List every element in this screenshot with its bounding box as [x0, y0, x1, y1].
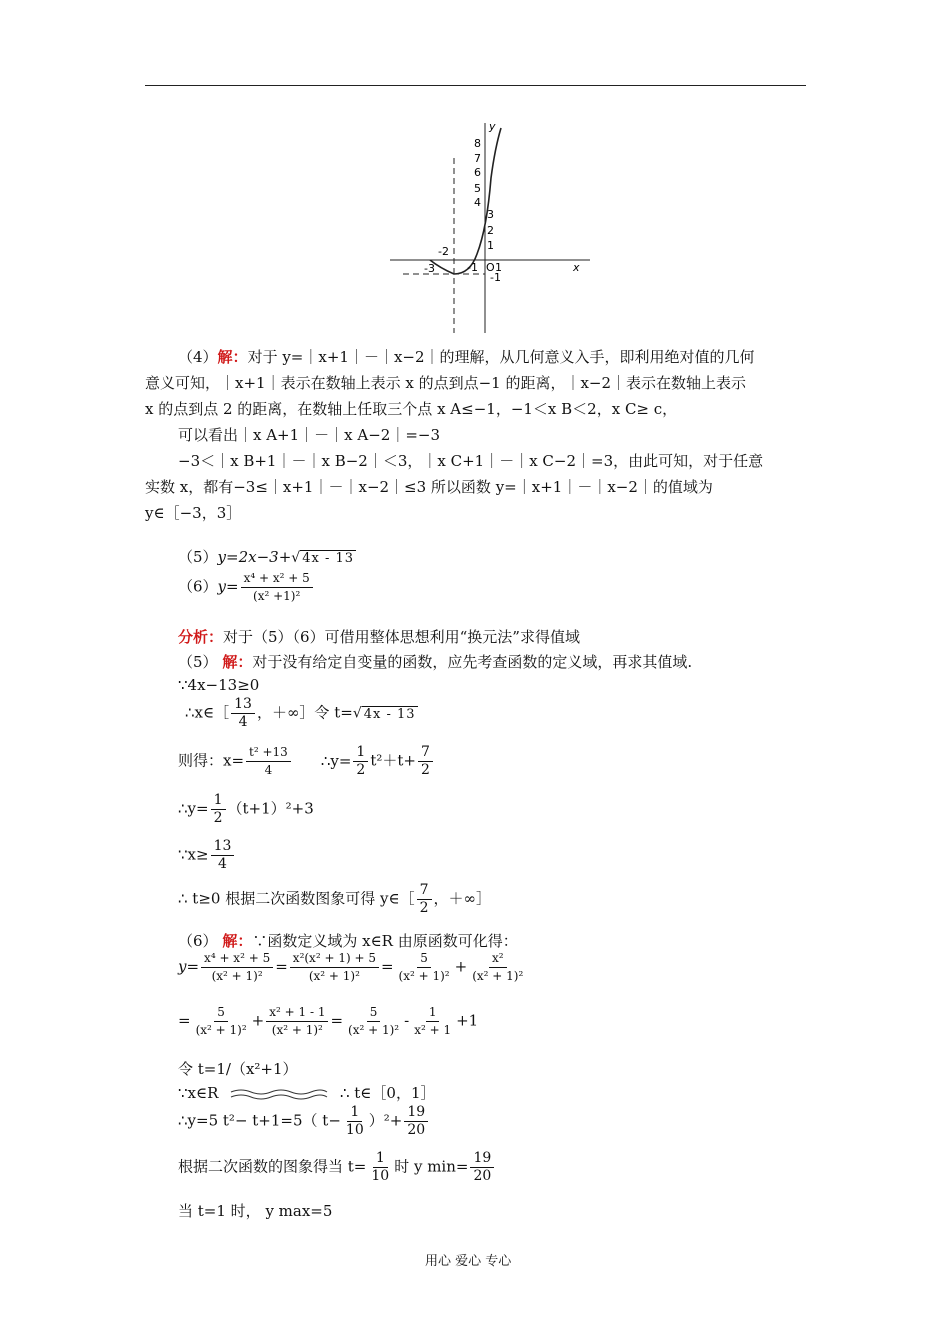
- analysis-title: 分析：: [178, 628, 224, 646]
- t3a: ∴y=5 t²− t+1=5（ t−: [178, 1111, 341, 1130]
- sqrt-sign: √: [291, 550, 301, 566]
- p4-line1: [178, 346, 755, 367]
- sol6-intro-text: ∵函数定义域为 x∈R 由原函数可化得：: [252, 932, 518, 950]
- s3a: 则得：x=: [178, 751, 245, 770]
- sol5-intro: [178, 651, 692, 672]
- r2e: +1: [456, 1011, 479, 1030]
- sol5-s5: [178, 838, 236, 873]
- s5-den: 4: [218, 856, 227, 872]
- p4-line3: x 的点到点 2 的距离，在数轴上任取三个点 x A≤−1，−1＜x B＜2，x C≥ c，: [145, 400, 678, 418]
- p5-label: （5）: [178, 548, 218, 566]
- s3-num3: 7: [418, 744, 433, 762]
- t3-num: 1: [347, 1104, 362, 1122]
- y-axis-label: y: [489, 120, 496, 133]
- y-tick-8: 8: [474, 137, 481, 150]
- t2b: ∴ t∈［0，1］: [339, 1084, 436, 1102]
- sol6-t5: 当 t=1 时， y max=5: [178, 1202, 333, 1220]
- t4-num2: 19: [470, 1150, 494, 1168]
- r2-num4: 1: [426, 1004, 440, 1022]
- x-axis-label: x: [573, 261, 580, 274]
- p6-expr: y=: [217, 577, 239, 596]
- header-rule: [145, 85, 806, 86]
- sol6-solve: 解：: [222, 932, 253, 950]
- t4b: 时 y min=: [394, 1157, 469, 1176]
- r1a: y=: [178, 957, 200, 976]
- p4-solve: 解：: [217, 348, 248, 366]
- s4-num: 1: [211, 792, 226, 810]
- p4-label: （4）: [178, 348, 218, 366]
- sol6-intro: [178, 930, 518, 951]
- s3-den3: 2: [420, 762, 430, 778]
- s6-num: 7: [417, 882, 432, 900]
- sol5-label: （5）: [178, 653, 218, 671]
- s3-num2: 1: [353, 744, 368, 762]
- t4-den: 10: [371, 1168, 390, 1184]
- function-graph: [385, 118, 595, 338]
- y-tick-7: 7: [474, 152, 481, 165]
- s3c: t²＋t+: [370, 751, 416, 770]
- s6-den: 2: [419, 900, 429, 916]
- y-tick-6: 6: [474, 166, 481, 179]
- sol5-solve: 解：: [222, 653, 253, 671]
- sol6-t1: 令 t=1/（x²+1）: [178, 1060, 298, 1078]
- t4-den2: 20: [473, 1168, 492, 1184]
- analysis-line: [178, 626, 580, 647]
- s3b: ∴y=: [320, 751, 352, 770]
- sol5-s6: [178, 882, 491, 917]
- r1-den3: (x² + 1)²: [398, 969, 450, 983]
- r2-num1: 5: [214, 1004, 228, 1022]
- y-tick-4: 4: [474, 196, 481, 209]
- s4b: （t+1）²+3: [227, 799, 314, 818]
- sqrt-sign-2: √: [352, 705, 362, 722]
- s2a: ∴x∈［: [185, 703, 230, 722]
- sol5-s3: [178, 744, 435, 779]
- y-tick-neg1: -1: [490, 271, 501, 284]
- s2-num: 13: [231, 696, 255, 714]
- t4a: 根据二次函数的图象得当 t=: [178, 1157, 367, 1176]
- sol6-row1: y= $\frac{\text{x⁴ + x² + 5}}{\text{(x² + 1)²}}$ = $\frac{\text{x²(x² + 1) + 5}}{\text{(x² + 1)²}}$ = $\frac{5}{\text{(x² + 1)²}}$ + $\frac{\text{x²}}{\text{(x² + 1)²}}$: [178, 950, 528, 985]
- sol5-s1: ∵4x−13≥0: [178, 676, 260, 694]
- sol6-t3: [178, 1104, 430, 1139]
- r2-num3: 5: [367, 1004, 381, 1022]
- sol6-t4: [178, 1150, 496, 1185]
- p6-num: x⁴ + x² + 5: [241, 570, 313, 588]
- y-tick-1: 1: [487, 239, 494, 252]
- s5a: ∵x≥: [178, 845, 209, 864]
- sol6-row2: = $\frac{5}{\text{(x² + 1)²}}$ + $\frac{\text{x² + 1 - 1}}{\text{(x² + 1)²}}$ = $\frac{5}{\text{(x² + 1)²}}$ - $\frac{1}{\text{x² + 1}}$ +1: [178, 1005, 479, 1037]
- s5-num: 13: [211, 838, 235, 856]
- p4-line7: y∈［−3，3］: [145, 504, 242, 522]
- r2-den3: (x² + 1)²: [348, 1023, 400, 1037]
- sol6-t2: [178, 1082, 436, 1103]
- p6-problem: [178, 570, 315, 605]
- s2-den: 4: [238, 714, 248, 730]
- p4-line6: 实数 x，都有−3≤｜x+1｜－｜x−2｜≤3 所以函数 y=｜x+1｜－｜x−2｜的值域为: [145, 478, 713, 496]
- t3b: ）²+: [368, 1111, 403, 1130]
- r1-num1: x⁴ + x² + 5: [201, 950, 273, 968]
- sol5-s4: [178, 792, 314, 827]
- p5-expr: y=2x−3+: [217, 548, 292, 566]
- x-tick-neg2: -2: [438, 245, 449, 258]
- sol5-intro-text: 对于没有给定自变量的函数，应先考查函数的定义域，再求其值域.: [252, 653, 693, 671]
- r2-den4: x² + 1: [414, 1023, 452, 1037]
- r2-den2: (x² + 1)²: [271, 1023, 323, 1037]
- s4-den: 2: [213, 810, 223, 826]
- y-tick-3: 3: [487, 208, 494, 221]
- p6-den: (x² +1)²: [253, 589, 301, 603]
- p4-line5: −3＜｜x B+1｜－｜x B−2｜＜3，｜x C+1｜－｜x C−2｜=3，由此可知，对于任意: [178, 452, 764, 470]
- r2-num2: x² + 1 - 1: [266, 1004, 328, 1022]
- t3-num2: 19: [404, 1104, 428, 1122]
- r1-num2: x²(x² + 1) + 5: [290, 950, 379, 968]
- y-tick-2: 2: [487, 224, 494, 237]
- t4-num: 1: [373, 1150, 388, 1168]
- t3-den2: 20: [407, 1122, 426, 1138]
- p4-text1: 对于 y=｜x+1｜－｜x−2｜的理解，从几何意义入手，即利用绝对值的几何: [247, 348, 755, 366]
- x-tick-neg1: -1: [467, 261, 478, 274]
- r1-num3: 5: [417, 950, 431, 968]
- x-tick-1: 1: [495, 261, 502, 274]
- origin-label: O: [486, 261, 495, 274]
- sol5-s2: [185, 696, 418, 731]
- s2-radicand: 4x - 13: [363, 706, 416, 722]
- s6b: ，＋∞］: [433, 889, 491, 908]
- s2b: ，＋∞］令 t=: [256, 703, 353, 722]
- r1-den4: (x² + 1)²: [472, 969, 524, 983]
- r1-den1: (x² + 1)²: [211, 969, 263, 983]
- t3-den: 10: [345, 1122, 364, 1138]
- p5-problem: [178, 546, 356, 567]
- analysis-text: 对于（5）（6）可借用整体思想利用“换元法”求得值域: [223, 628, 580, 646]
- r1-den2: (x² + 1)²: [308, 969, 360, 983]
- footer-text: 用心 爱心 专心: [425, 1254, 512, 1269]
- x-tick-neg3: -3: [424, 262, 435, 275]
- r1-num4: x²: [489, 950, 507, 968]
- t2a: ∵x∈R: [178, 1084, 219, 1102]
- p5-radicand: 4x - 13: [302, 551, 355, 566]
- sol6-label: （6）: [178, 932, 218, 950]
- p6-label: （6）: [178, 577, 218, 596]
- s3-num: t² +13: [246, 744, 291, 762]
- p4-line4: 可以看出｜x A+1｜－｜x A−2｜=−3: [178, 426, 441, 444]
- wavy-arrow: [229, 1087, 329, 1101]
- s3-den: 4: [264, 763, 273, 777]
- s4a: ∴y=: [178, 799, 209, 818]
- r2-den1: (x² + 1)²: [195, 1023, 247, 1037]
- s3-den2: 2: [356, 762, 366, 778]
- p4-line2: 意义可知，｜x+1｜表示在数轴上表示 x 的点到点−1 的距离，｜x−2｜表示在数轴上表示: [145, 374, 747, 392]
- y-tick-5: 5: [474, 182, 481, 195]
- s6a: ∴ t≥0 根据二次函数图象可得 y∈［: [178, 889, 415, 908]
